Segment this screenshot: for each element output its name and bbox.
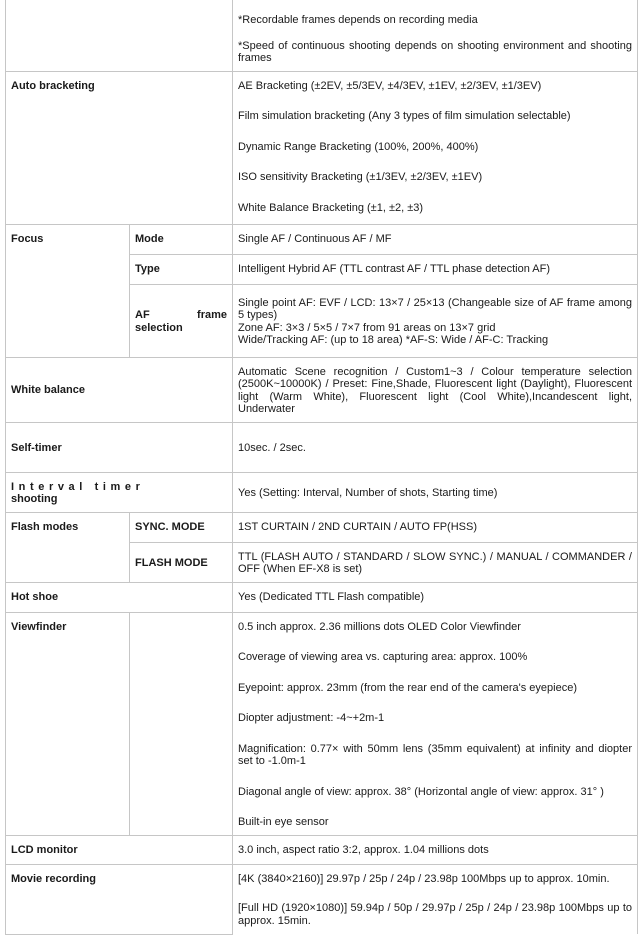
focus-mode-label: Mode xyxy=(130,224,233,254)
viewfinder-empty-cell xyxy=(130,612,233,835)
focus-mode-value: Single AF / Continuous AF / MF xyxy=(233,224,638,254)
af-frame-line: Wide/Tracking AF: (up to 18 area) *AF-S: Wide / AF-C: Tracking xyxy=(238,334,549,346)
viewfinder-item: Coverage of viewing area vs. capturing area: approx. 100% xyxy=(238,651,528,663)
note-line: *Recordable frames depends on recording media xyxy=(238,14,478,26)
viewfinder-item: Built-in eye sensor xyxy=(238,816,329,828)
interval-label-line2: shooting xyxy=(11,493,58,505)
movie-item: [Full HD (1920×1080)] 59.94p / 50p / 29.97p / 25p / 24p / 23.98p 100Mbps up to approx. 15min. xyxy=(238,902,632,927)
bracketing-item: Dynamic Range Bracketing (100%, 200%, 400%) xyxy=(238,140,479,153)
interval-timer-value: Yes (Setting: Interval, Number of shots, Starting time) xyxy=(233,472,638,512)
self-timer-value: 10sec. / 2sec. xyxy=(233,422,638,472)
row-lcd-monitor xyxy=(6,835,638,864)
self-timer-label: Self-timer xyxy=(6,422,233,472)
movie-recording-values xyxy=(233,864,638,934)
row-viewfinder xyxy=(6,612,638,835)
row-auto-bracketing xyxy=(6,71,638,224)
row-self-timer xyxy=(6,422,638,472)
bracketing-item: White Balance Bracketing (±1, ±2, ±3) xyxy=(238,201,424,214)
focus-type-label: Type xyxy=(130,254,233,284)
viewfinder-values xyxy=(233,612,638,835)
white-balance-value xyxy=(233,357,638,422)
row-focus-mode xyxy=(6,224,638,254)
sync-mode-value: 1ST CURTAIN / 2ND CURTAIN / AUTO FP(HSS) xyxy=(233,512,638,542)
af-frame-label xyxy=(130,284,233,357)
continuous-notes-cell xyxy=(233,0,638,71)
viewfinder-item: Eyepoint: approx. 23mm (from the rear end of the camera's eyepiece) xyxy=(238,681,577,694)
sync-mode-label: SYNC. MODE xyxy=(130,512,233,542)
bracketing-item: ISO sensitivity Bracketing (±1/3EV, ±2/3EV, ±1EV) xyxy=(238,171,483,183)
hot-shoe-value: Yes (Dedicated TTL Flash compatible) xyxy=(233,582,638,612)
focus-type-value: Intelligent Hybrid AF (TTL contrast AF / TTL phase detection AF) xyxy=(233,254,638,284)
interval-label-line1: Interval timer xyxy=(11,480,145,493)
auto-bracketing-label: Auto bracketing xyxy=(6,71,233,224)
flash-mode-value xyxy=(233,542,638,582)
spec-table xyxy=(5,0,638,935)
row-hot-shoe xyxy=(6,582,638,612)
row-interval-timer xyxy=(6,472,638,512)
focus-label: Focus xyxy=(6,224,130,357)
viewfinder-item: Diagonal angle of view: approx. 38° (Horizontal angle of view: approx. 31° ) xyxy=(238,785,604,798)
note-line: *Speed of continuous shooting depends on shooting environment and shooting frames xyxy=(238,39,632,64)
flash-modes-label: Flash modes xyxy=(6,512,130,582)
viewfinder-item: 0.5 inch approx. 2.36 millions dots OLED Color Viewfinder xyxy=(238,620,521,633)
auto-bracketing-values xyxy=(233,71,638,224)
bracketing-item: AE Bracketing (±2EV, ±5/3EV, ±4/3EV, ±1EV, ±2/3EV, ±1/3EV) xyxy=(238,79,542,92)
bracketing-item: Film simulation bracketing (Any 3 types of film simulation selectable) xyxy=(238,110,571,122)
lcd-monitor-label: LCD monitor xyxy=(6,835,233,864)
lcd-monitor-value: 3.0 inch, aspect ratio 3:2, approx. 1.04 millions dots xyxy=(233,835,638,864)
flash-mode-text: TTL (FLASH AUTO / STANDARD / SLOW SYNC.) / MANUAL / COMMANDER / OFF (When EF-X8 is set) xyxy=(238,550,632,575)
hot-shoe-label: Hot shoe xyxy=(6,582,233,612)
interval-timer-label xyxy=(6,472,233,512)
row-movie-recording xyxy=(6,864,638,934)
white-balance-label: White balance xyxy=(6,357,233,422)
af-frame-label-line1: AF frame xyxy=(135,309,227,321)
row-continuous-notes xyxy=(6,0,638,71)
row-white-balance xyxy=(6,357,638,422)
white-balance-text: Automatic Scene recognition / Custom1~3 / Colour temperature selection (2500K~10000K) / Preset: Fine,Shade, Fluorescent light (Daylight), Fluorescent light (Warm White), Fluorescent light (Cool White),Incandescent light, Underwater xyxy=(238,365,632,415)
flash-mode-label: FLASH MODE xyxy=(130,542,233,582)
af-frame-line: Single point AF: EVF / LCD: 13×7 / 25×13 (Changeable size of AF frame among 5 types) xyxy=(238,296,632,321)
af-frame-line: Zone AF: 3×3 / 5×5 / 7×7 from 91 areas on 13×7 grid xyxy=(238,321,496,334)
af-frame-value xyxy=(233,284,638,357)
viewfinder-item: Magnification: 0.77× with 50mm lens (35mm equivalent) at infinity and diopter set to -1.0m-1 xyxy=(238,742,632,767)
viewfinder-item: Diopter adjustment: -4~+2m-1 xyxy=(238,712,385,724)
viewfinder-label: Viewfinder xyxy=(6,612,130,835)
af-frame-label-line2: selection xyxy=(135,321,183,334)
movie-recording-label: Movie recording xyxy=(6,864,233,934)
row-flash-sync xyxy=(6,512,638,542)
movie-item: [4K (3840×2160)] 29.97p / 25p / 24p / 23.98p 100Mbps up to approx. 10min. xyxy=(238,872,610,885)
empty-label-cell xyxy=(6,0,233,71)
